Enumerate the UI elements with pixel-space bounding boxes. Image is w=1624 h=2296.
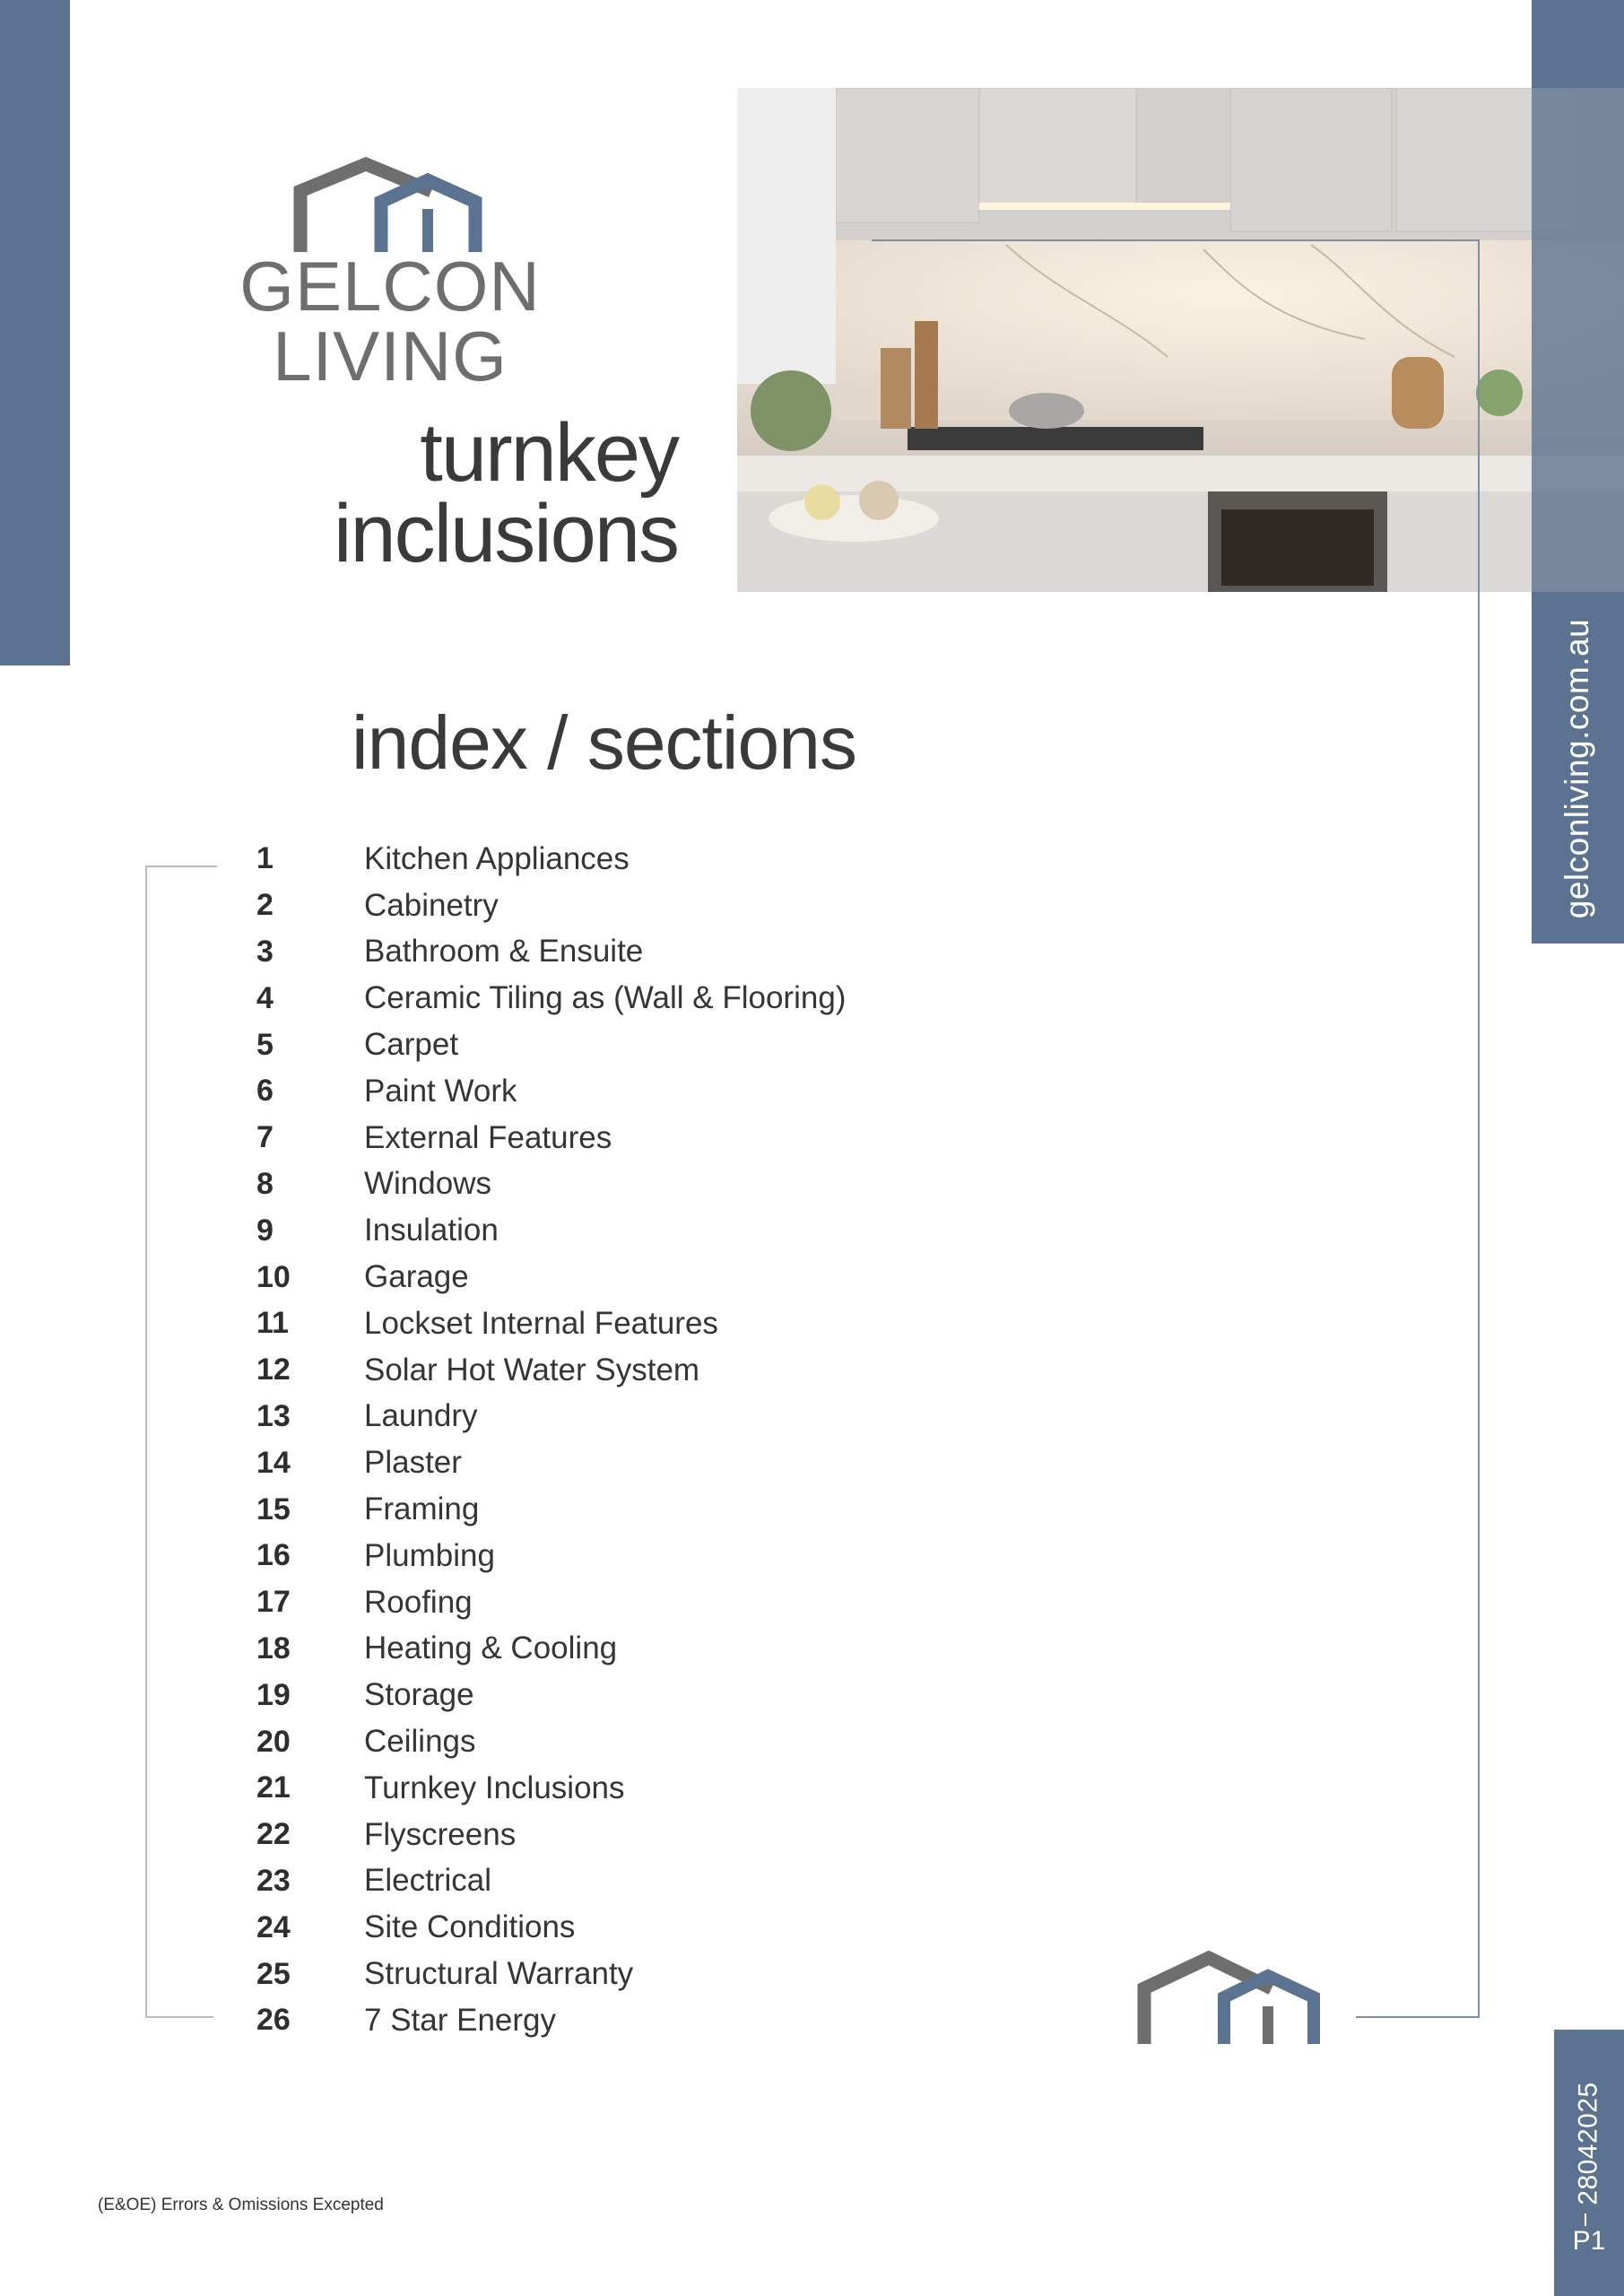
list-bracket	[145, 865, 217, 867]
section-number: 24	[256, 1909, 291, 1944]
list-item[interactable]	[256, 1579, 1064, 1626]
frame-line	[1478, 239, 1480, 2018]
list-item[interactable]	[256, 1626, 1064, 1673]
section-label: Ceilings	[364, 1724, 476, 1760]
section-label: Storage	[364, 1677, 474, 1713]
list-item[interactable]	[256, 1068, 1064, 1115]
list-item[interactable]	[256, 1394, 1064, 1440]
section-label: Turnkey Inclusions	[364, 1770, 625, 1805]
section-number: 20	[256, 1724, 291, 1759]
title-line-1: turnkey	[420, 407, 678, 499]
section-label: Kitchen Appliances	[364, 840, 630, 876]
section-label: Site Conditions	[364, 1909, 576, 1945]
section-label: Carpet	[364, 1027, 459, 1063]
section-number: 16	[256, 1538, 291, 1573]
list-item[interactable]	[256, 975, 1064, 1022]
footnote: (E&OE) Errors & Omissions Excepted	[98, 2196, 384, 2214]
list-item[interactable]	[256, 1858, 1064, 1905]
section-label: Flyscreens	[364, 1816, 517, 1852]
section-number: 1	[256, 841, 274, 876]
section-number: 4	[256, 980, 274, 1015]
list-item[interactable]	[256, 1022, 1064, 1068]
list-item[interactable]	[256, 1207, 1064, 1254]
list-item[interactable]	[256, 1486, 1064, 1533]
left-accent-bar	[0, 0, 70, 665]
list-item[interactable]	[256, 1115, 1064, 1161]
list-item[interactable]	[256, 1765, 1064, 1812]
section-number: 23	[256, 1863, 291, 1898]
list-bracket	[145, 2016, 213, 2018]
page-number: P1	[1572, 2226, 1606, 2256]
section-label: Bathroom & Ensuite	[364, 934, 644, 970]
list-item[interactable]	[256, 1904, 1064, 1951]
section-label: Solar Hot Water System	[364, 1352, 700, 1387]
list-item[interactable]	[256, 1997, 1064, 2044]
section-number: 25	[256, 1956, 291, 1991]
section-label: Framing	[364, 1492, 480, 1527]
section-number: 6	[256, 1074, 274, 1109]
list-item[interactable]	[256, 1672, 1064, 1718]
list-item[interactable]	[256, 1254, 1064, 1300]
list-item[interactable]	[256, 1161, 1064, 1208]
section-number: 15	[256, 1492, 291, 1526]
section-label: Ceramic Tiling as (Wall & Flooring)	[364, 980, 847, 1016]
list-item[interactable]	[256, 1300, 1064, 1347]
section-number: 11	[256, 1306, 289, 1341]
section-label: 7 Star Energy	[364, 2002, 556, 2038]
section-label: Garage	[364, 1259, 469, 1295]
section-number: 2	[256, 888, 274, 923]
section-label: Laundry	[364, 1398, 478, 1434]
section-number: 10	[256, 1259, 291, 1294]
section-number: 21	[256, 1770, 291, 1805]
section-label: Lockset Internal Features	[364, 1305, 718, 1341]
section-label: Plaster	[364, 1445, 462, 1481]
list-item[interactable]	[256, 1347, 1064, 1394]
list-item[interactable]	[256, 1718, 1064, 1765]
section-label: Heating & Cooling	[364, 1631, 618, 1666]
section-label: External Features	[364, 1119, 612, 1155]
section-number: 9	[256, 1213, 274, 1248]
section-label: Roofing	[364, 1584, 473, 1620]
section-label: Cabinetry	[364, 887, 499, 923]
section-number: 14	[256, 1445, 291, 1480]
document-code-text: 28042025	[1574, 2082, 1604, 2205]
section-label: Insulation	[364, 1213, 499, 1248]
list-bracket	[145, 865, 147, 2018]
list-item[interactable]	[256, 929, 1064, 976]
frame-line	[1356, 2016, 1480, 2018]
page-divider	[1585, 2213, 1586, 2226]
section-label: Paint Work	[364, 1073, 517, 1109]
section-number: 19	[256, 1677, 291, 1712]
section-label: Structural Warranty	[364, 1956, 634, 1992]
frame-line	[872, 239, 1480, 241]
section-number: 5	[256, 1027, 274, 1062]
section-number: 12	[256, 1352, 291, 1387]
kitchen-hero-image	[737, 88, 1624, 592]
list-item[interactable]	[256, 1439, 1064, 1486]
section-label: Windows	[364, 1166, 491, 1202]
section-number: 8	[256, 1166, 274, 1201]
list-item[interactable]	[256, 1951, 1064, 1997]
section-list	[256, 836, 1064, 2044]
list-item[interactable]	[256, 836, 1064, 883]
website-vertical[interactable]	[1532, 594, 1624, 944]
index-heading: index / sections	[352, 700, 856, 785]
section-number: 26	[256, 2003, 291, 2038]
document-code	[1554, 2054, 1624, 2233]
section-number: 13	[256, 1398, 291, 1433]
list-item[interactable]	[256, 1533, 1064, 1579]
list-item[interactable]	[256, 883, 1064, 929]
section-number: 18	[256, 1631, 291, 1665]
hero-blue-overlay	[1532, 88, 1624, 592]
gelcon-roof-logo-icon	[1137, 1951, 1330, 2048]
website-text: gelconliving.com.au	[1559, 618, 1596, 919]
section-label: Plumbing	[364, 1537, 495, 1573]
section-number: 3	[256, 934, 274, 969]
list-item[interactable]	[256, 1812, 1064, 1858]
page-title	[251, 407, 678, 580]
section-label: Electrical	[364, 1863, 491, 1899]
section-number: 17	[256, 1585, 291, 1620]
section-number: 7	[256, 1120, 274, 1155]
title-line-2: inclusions	[334, 488, 678, 580]
brand-name: GELCON LIVING	[239, 247, 541, 396]
section-number: 22	[256, 1817, 291, 1852]
